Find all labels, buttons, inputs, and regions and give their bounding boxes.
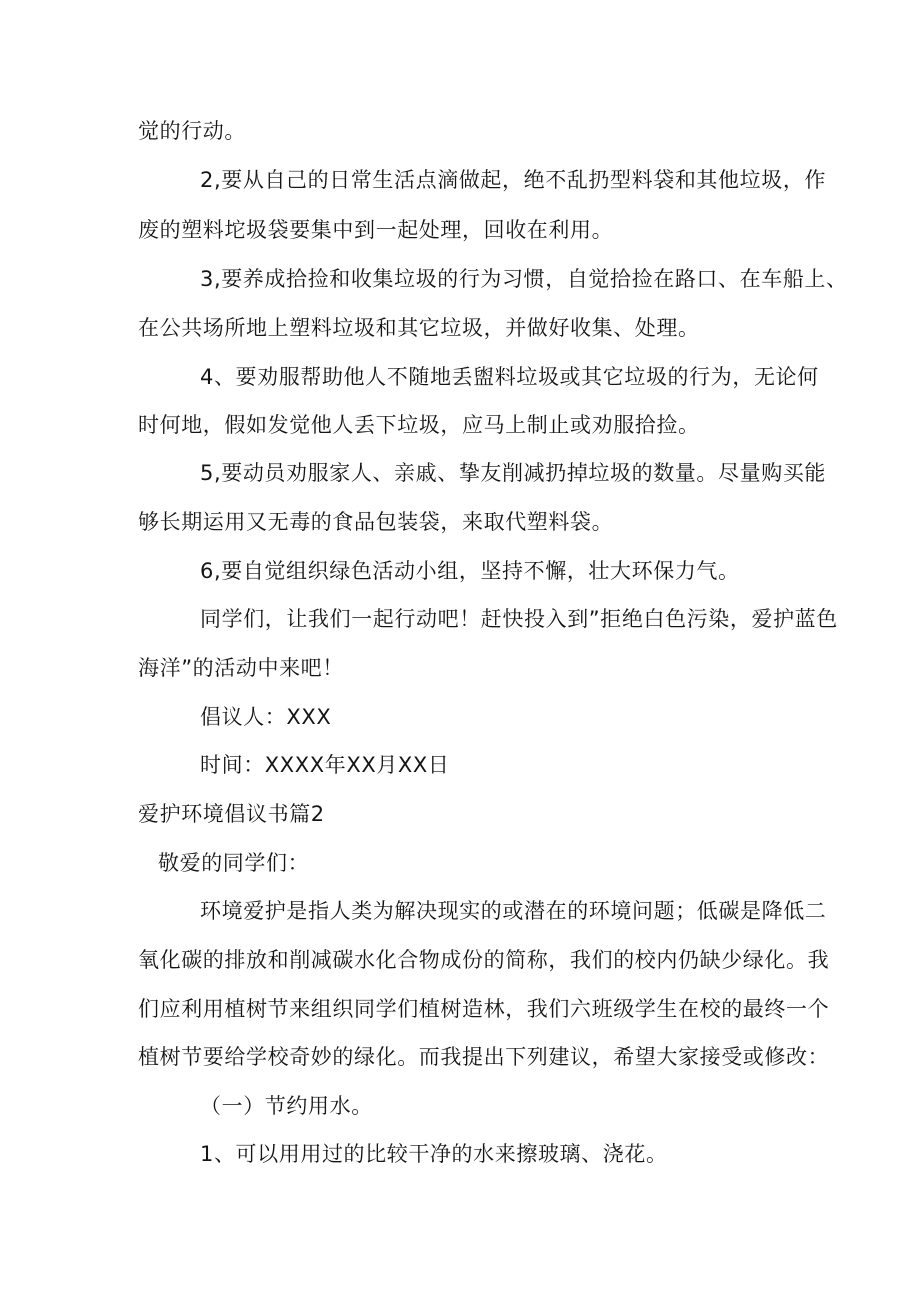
paragraph-line: 觉的行动。 bbox=[138, 119, 246, 143]
subheading-line: （一）节约用水。 bbox=[200, 1094, 373, 1118]
paragraph-line: 在公共场所地上塑料垃圾和其它垃圾，并做好收集、处理。 bbox=[138, 316, 700, 340]
paragraph-line: 废的塑料坨圾袋要集中到一起处理，回收在利用。 bbox=[138, 218, 614, 242]
paragraph-line: 5,要动员劝服家人、亲戚、挚友削减扔掉垃圾的数量。尽量购买能 bbox=[200, 461, 827, 485]
proposer-line: 倡议人：XXX bbox=[200, 705, 332, 729]
paragraph-line: 1、可以用用过的比较干净的水来擦玻璃、浇花。 bbox=[200, 1142, 668, 1166]
paragraph-line: 6,要自觉组织绿色活动小组，坚持不懈，壮大环保力气。 bbox=[200, 559, 740, 583]
paragraph-line: 3,要养成拾捡和收集垃圾的行为习惯，自觉拾捡在路口、在车船上、 bbox=[200, 267, 848, 291]
paragraph-line: 同学们，让我们一起行动吧！赶快投入到”拒绝白色污染，爱护蓝色 bbox=[200, 607, 838, 631]
date-line: 时间：XXXX年XX月XX日 bbox=[200, 753, 450, 777]
paragraph-line: 2,要从自己的日常生活点滴做起，绝不乱扔型料袋和其他垃圾，作 bbox=[200, 168, 827, 192]
paragraph-line: 们应利用植树节来组织同学们植树造林，我们六班级学生在校的最终一个 bbox=[138, 997, 830, 1021]
paragraph-line: 环境爱护是指人类为解决现实的或潜在的环境问题；低碳是降低二 bbox=[200, 899, 827, 923]
paragraph-line: 时何地，假如发觉他人丢下垃圾，应马上制止或劝服拾捡。 bbox=[138, 413, 700, 437]
paragraph-line: 植树节要给学校奇妙的绿化。而我提出下列建议，希望大家接受或修改： bbox=[138, 1045, 830, 1069]
section-heading: 爱护环境倡议书篇2 bbox=[138, 802, 325, 826]
paragraph-line: 海洋”的活动中来吧！ bbox=[138, 656, 344, 680]
salutation-line: 敬爱的同学们： bbox=[158, 851, 310, 875]
paragraph-line: 够长期运用又无毒的食品包装袋，来取代塑料袋。 bbox=[138, 510, 614, 534]
paragraph-line: 氧化碳的排放和削减碳水化合物成份的简称，我们的校内仍缺少绿化。我 bbox=[138, 948, 830, 972]
paragraph-line: 4、要劝服帮助他人不随地丢盥料垃圾或其它垃圾的行为，无论何 bbox=[200, 365, 819, 389]
